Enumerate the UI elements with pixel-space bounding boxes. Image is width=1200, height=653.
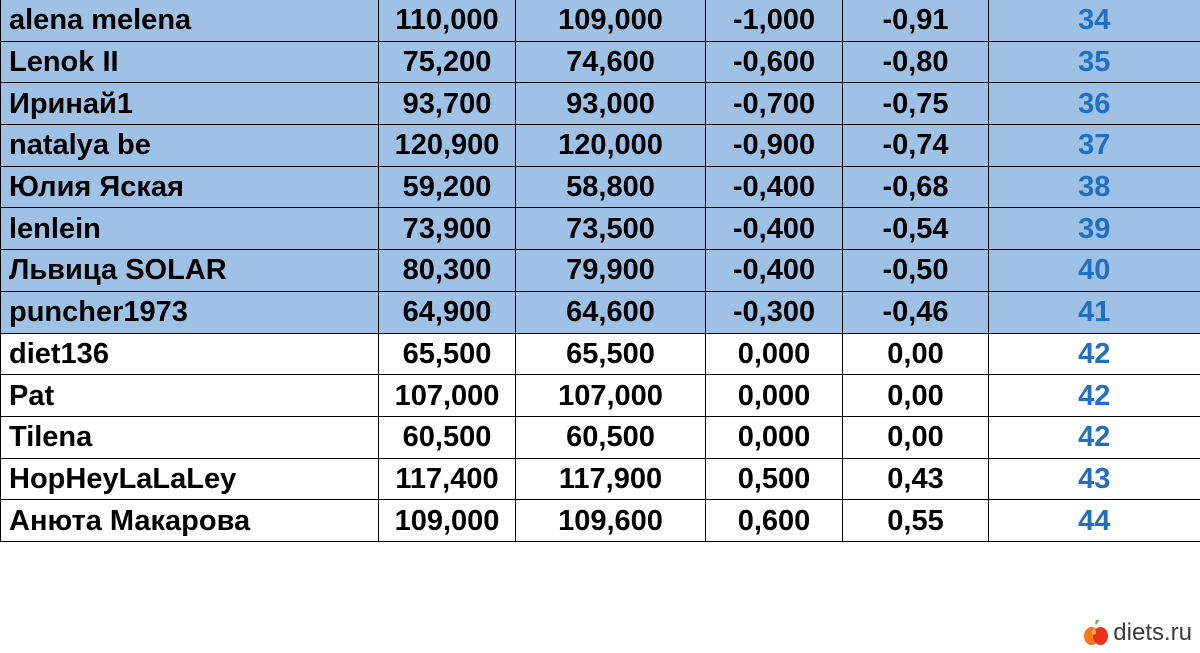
- difference-cell: -0,400: [706, 250, 843, 292]
- name-cell: lenlein: [1, 208, 379, 250]
- difference-cell: -0,900: [706, 125, 843, 167]
- table-row: [1, 166, 1200, 208]
- rank-cell: 39: [989, 208, 1200, 250]
- current-weight-cell: 73,500: [516, 208, 706, 250]
- table-row: [1, 250, 1200, 292]
- name-cell: diet136: [1, 333, 379, 375]
- percent-cell: 0,00: [843, 333, 989, 375]
- difference-cell: -0,400: [706, 208, 843, 250]
- name-cell: Lenok II: [1, 41, 379, 83]
- rank-cell: 42: [989, 416, 1200, 458]
- start-weight-cell: 117,400: [379, 458, 516, 500]
- rank-cell: 38: [989, 166, 1200, 208]
- difference-cell: -0,700: [706, 83, 843, 125]
- rank-cell: 44: [989, 500, 1200, 542]
- table-row: [1, 0, 1200, 41]
- percent-cell: -0,50: [843, 250, 989, 292]
- difference-cell: -0,400: [706, 166, 843, 208]
- rank-cell: 43: [989, 458, 1200, 500]
- fruit-icon: [1083, 619, 1109, 647]
- percent-cell: -0,68: [843, 166, 989, 208]
- table-row: [1, 83, 1200, 125]
- percent-cell: 0,00: [843, 416, 989, 458]
- table-row: [1, 375, 1200, 417]
- percent-cell: 0,00: [843, 375, 989, 417]
- percent-cell: -0,91: [843, 0, 989, 41]
- current-weight-cell: 117,900: [516, 458, 706, 500]
- start-weight-cell: 75,200: [379, 41, 516, 83]
- current-weight-cell: 60,500: [516, 416, 706, 458]
- start-weight-cell: 59,200: [379, 166, 516, 208]
- start-weight-cell: 107,000: [379, 375, 516, 417]
- rank-cell: 37: [989, 125, 1200, 167]
- difference-cell: -1,000: [706, 0, 843, 41]
- start-weight-cell: 109,000: [379, 500, 516, 542]
- name-cell: alena melena: [1, 0, 379, 41]
- difference-cell: -0,600: [706, 41, 843, 83]
- current-weight-cell: 107,000: [516, 375, 706, 417]
- current-weight-cell: 93,000: [516, 83, 706, 125]
- difference-cell: -0,300: [706, 291, 843, 333]
- start-weight-cell: 93,700: [379, 83, 516, 125]
- name-cell: HopHeyLaLaLey: [1, 458, 379, 500]
- table-row: [1, 208, 1200, 250]
- start-weight-cell: 73,900: [379, 208, 516, 250]
- percent-cell: 0,43: [843, 458, 989, 500]
- percent-cell: -0,75: [843, 83, 989, 125]
- difference-cell: 0,500: [706, 458, 843, 500]
- current-weight-cell: 64,600: [516, 291, 706, 333]
- name-cell: natalya be: [1, 125, 379, 167]
- start-weight-cell: 64,900: [379, 291, 516, 333]
- rank-cell: 41: [989, 291, 1200, 333]
- percent-cell: -0,74: [843, 125, 989, 167]
- percent-cell: 0,55: [843, 500, 989, 542]
- difference-cell: 0,600: [706, 500, 843, 542]
- table-row: [1, 416, 1200, 458]
- current-weight-cell: 79,900: [516, 250, 706, 292]
- table-row: [1, 291, 1200, 333]
- table-row: [1, 458, 1200, 500]
- start-weight-cell: 120,900: [379, 125, 516, 167]
- current-weight-cell: 58,800: [516, 166, 706, 208]
- name-cell: Иринай1: [1, 83, 379, 125]
- rank-cell: 42: [989, 333, 1200, 375]
- current-weight-cell: 109,000: [516, 0, 706, 41]
- current-weight-cell: 120,000: [516, 125, 706, 167]
- current-weight-cell: 74,600: [516, 41, 706, 83]
- current-weight-cell: 109,600: [516, 500, 706, 542]
- rank-cell: 42: [989, 375, 1200, 417]
- percent-cell: -0,46: [843, 291, 989, 333]
- start-weight-cell: 80,300: [379, 250, 516, 292]
- percent-cell: -0,54: [843, 208, 989, 250]
- rank-cell: 36: [989, 83, 1200, 125]
- name-cell: Юлия Яская: [1, 166, 379, 208]
- table-row: [1, 125, 1200, 167]
- difference-cell: 0,000: [706, 416, 843, 458]
- rank-cell: 34: [989, 0, 1200, 41]
- percent-cell: -0,80: [843, 41, 989, 83]
- table-row: [1, 500, 1200, 542]
- diets-logo: [1083, 619, 1192, 647]
- name-cell: Pat: [1, 375, 379, 417]
- difference-cell: 0,000: [706, 375, 843, 417]
- name-cell: puncher1973: [1, 291, 379, 333]
- name-cell: Tilena: [1, 416, 379, 458]
- logo-text: diets.ru: [1113, 619, 1192, 646]
- name-cell: Львица SOLAR: [1, 250, 379, 292]
- start-weight-cell: 65,500: [379, 333, 516, 375]
- difference-cell: 0,000: [706, 333, 843, 375]
- start-weight-cell: 110,000: [379, 0, 516, 41]
- rank-cell: 40: [989, 250, 1200, 292]
- name-cell: Анюта Макарова: [1, 500, 379, 542]
- table-row: [1, 41, 1200, 83]
- start-weight-cell: 60,500: [379, 416, 516, 458]
- table-row: [1, 333, 1200, 375]
- current-weight-cell: 65,500: [516, 333, 706, 375]
- rank-cell: 35: [989, 41, 1200, 83]
